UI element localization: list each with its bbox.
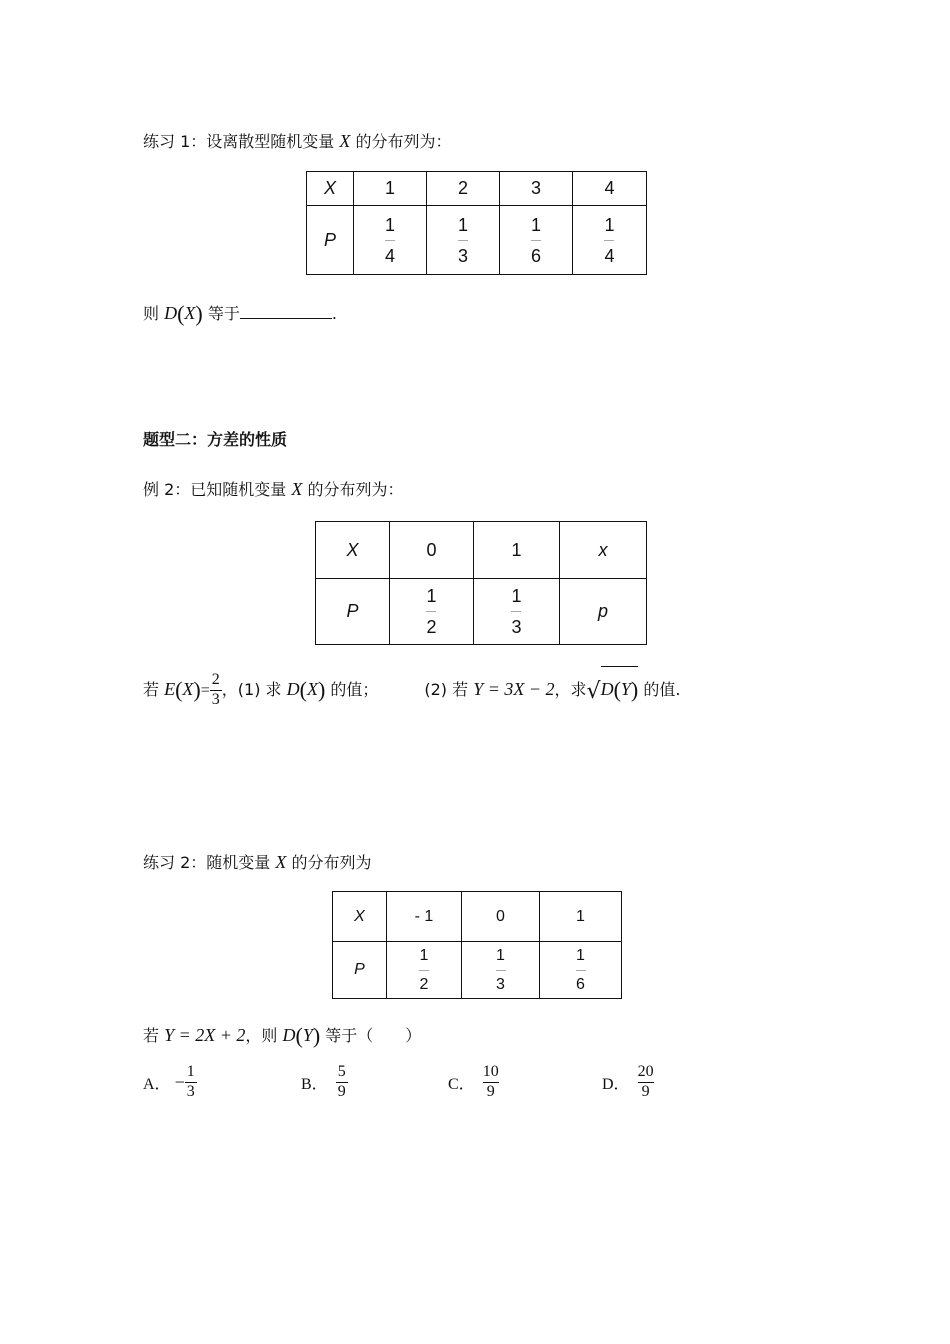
p-value: $\frac{1}{6}$ — [500, 206, 573, 275]
p-value: $\frac{1}{3}$ — [427, 206, 500, 275]
option-a[interactable]: A． − $\frac{1}{3}$ — [143, 1063, 195, 1100]
x-value: 1 — [474, 522, 560, 579]
example2-question: 若 E(X)= $\frac{2}{3}$ ，(1) 求 D(X) 的值； (2) 若 Y = 3X − 2，求√D(Y) 的值. — [143, 666, 680, 710]
x-value: 2 — [427, 172, 500, 206]
p-value: $\frac{1}{4}$ — [573, 206, 647, 275]
x-value: 4 — [573, 172, 647, 206]
square-root: √D(Y) — [587, 666, 639, 710]
example2-distribution-table — [315, 521, 647, 645]
exercise1-question: 则 D(X) 等于 . — [143, 301, 337, 326]
exercise1-intro — [143, 131, 451, 152]
fraction: $\frac{2}{3}$ — [211, 671, 220, 708]
p-value: $\frac{1}{6}$ — [540, 942, 622, 999]
exercise2-intro: 练习 2：随机变量 X 的分布列为 — [143, 852, 372, 872]
example2-intro: 例 2：已知随机变量 X 的分布列为： — [143, 479, 404, 499]
exercise2-question: 若 Y = 2X + 2，则 D(Y) 等于（ ） — [143, 1023, 422, 1048]
answer-blank[interactable] — [240, 304, 332, 319]
fraction: $\frac{20}{9}$ — [637, 1063, 654, 1100]
x-value: - 1 — [387, 892, 462, 942]
p-value: $\frac{1}{2}$ — [387, 942, 462, 999]
row-label-x: X — [333, 892, 387, 942]
x-value: 1 — [540, 892, 622, 942]
exercise1-distribution-table — [306, 171, 647, 275]
x-value: 0 — [462, 892, 540, 942]
x-value: 1 — [354, 172, 427, 206]
table-row-p — [307, 206, 647, 275]
exercise1-var: X — [339, 131, 351, 151]
p-value: $\frac{1}{3}$ — [474, 579, 560, 645]
p-value: p — [560, 579, 647, 645]
option-d[interactable]: D． $\frac{20}{9}$ — [602, 1063, 654, 1100]
x-value: 0 — [390, 522, 474, 579]
p-value: $\frac{1}{4}$ — [354, 206, 427, 275]
exercise1-suffix: 的分布列为： — [350, 132, 452, 151]
p-value: $\frac{1}{2}$ — [390, 579, 474, 645]
fraction: $\frac{1}{3}$ — [186, 1063, 195, 1100]
x-value: 3 — [500, 172, 573, 206]
table-row-x — [307, 172, 647, 206]
row-label-x: X — [316, 522, 390, 579]
x-value: x — [560, 522, 647, 579]
section-title: 题型二：方差的性质 — [143, 430, 288, 449]
row-label-p: P — [307, 206, 354, 275]
row-label-p: P — [316, 579, 390, 645]
table-row-x — [316, 522, 647, 579]
p-value: $\frac{1}{3}$ — [462, 942, 540, 999]
fraction: $\frac{5}{9}$ — [337, 1063, 346, 1100]
row-label-p: P — [333, 942, 387, 999]
option-c[interactable]: C． $\frac{10}{9}$ — [448, 1063, 499, 1100]
exercise1-prefix: 练习 1：设离散型随机变量 — [143, 132, 340, 151]
row-label-x: X — [307, 172, 354, 206]
exercise2-distribution-table — [332, 891, 622, 999]
table-row-p — [333, 942, 622, 999]
table-row-p — [316, 579, 647, 645]
option-b[interactable]: B． $\frac{5}{9}$ — [301, 1063, 346, 1100]
fraction: $\frac{10}{9}$ — [482, 1063, 499, 1100]
table-row-x — [333, 892, 622, 942]
